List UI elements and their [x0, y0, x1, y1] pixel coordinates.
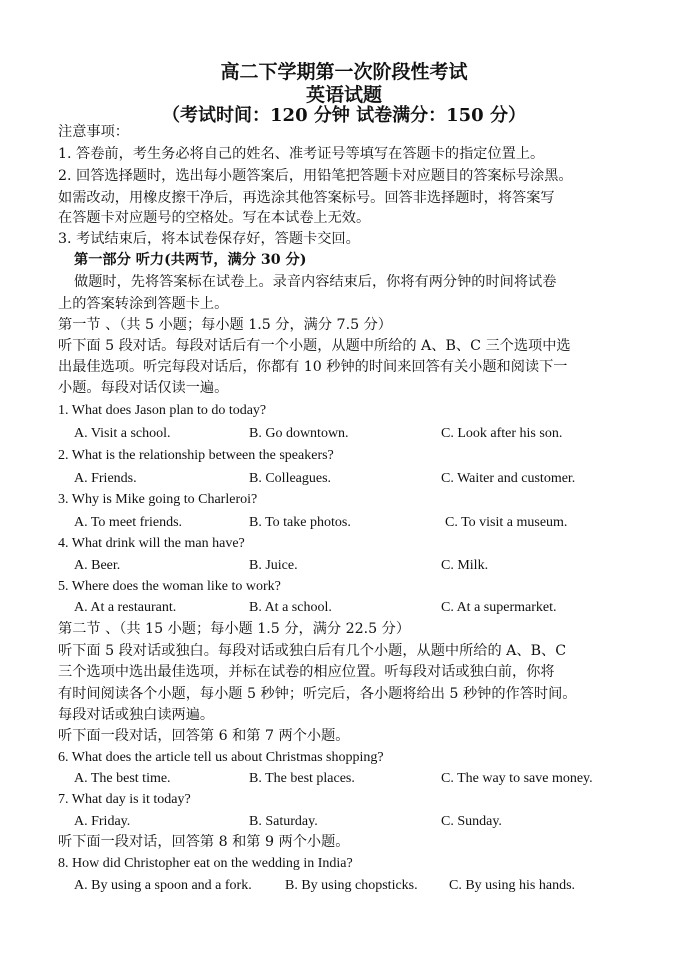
notice-line: 1. 答卷前，考生务必将自己的姓名、准考证号等填写在答题卡的指定位置上。	[58, 146, 545, 162]
option-b: B. The best places.	[249, 771, 355, 786]
option-c: C. The way to save money.	[441, 771, 593, 786]
option-a: A. By using a spoon and a fork.	[74, 878, 252, 893]
exam-title: 高二下学期第一次阶段性考试	[220, 61, 468, 83]
option-b: B. By using chopsticks.	[285, 878, 418, 893]
section2-subinstruction: 听下面一段对话，回答第 8 和第 9 两个小题。	[58, 834, 350, 850]
option-a: A. Friday.	[74, 814, 131, 829]
notice-line: 3. 考试结束后，将本试卷保存好，答题卡交回。	[58, 231, 360, 247]
option-c: C. At a supermarket.	[441, 600, 557, 615]
option-b: B. Juice.	[249, 558, 298, 573]
exam-subtitle: 英语试题	[305, 84, 382, 106]
question-stem: 7. What day is it today?	[58, 792, 191, 807]
option-a: A. The best time.	[74, 771, 171, 786]
option-b: B. At a school.	[249, 600, 332, 615]
option-b: B. Colleagues.	[249, 471, 332, 486]
section2-instruction: 听下面 5 段对话或独白。每段对话或独白后有几个小题，从题中所给的 A、B、C	[58, 643, 567, 659]
section2-subinstruction: 听下面一段对话，回答第 6 和第 7 两个小题。	[58, 728, 350, 744]
question-stem: 4. What drink will the man have?	[58, 536, 245, 551]
section2-instruction: 有时间阅读各个小题，每小题 5 秒钟；听完后，各小题将给出 5 秒钟的作答时间。	[58, 686, 577, 702]
question-stem: 1. What does Jason plan to do today?	[58, 403, 267, 418]
part1-intro: 上的答案转涂到答题卡上。	[58, 296, 229, 312]
question-stem: 6. What does the article tell us about Christmas shopping?	[58, 750, 384, 765]
option-c: C. Look after his son.	[441, 426, 563, 441]
section2-instruction: 每段对话或独白读两遍。	[58, 707, 215, 723]
question-stem: 5. Where does the woman like to work?	[58, 579, 281, 594]
option-a: A. To meet friends.	[74, 515, 183, 530]
option-a: A. Friends.	[74, 471, 137, 486]
option-c: C. To visit a museum.	[445, 515, 568, 530]
option-c: C. Waiter and customer.	[441, 471, 576, 486]
option-b: B. To take photos.	[249, 515, 351, 530]
section1-instruction: 听下面 5 段对话。每段对话后有一个小题，从题中所给的 A、B、C 三个选项中选	[58, 338, 571, 354]
section1-instruction: 出最佳选项。听完每段对话后，你都有 10 秒钟的时间来回答有关小题和阅读下一	[58, 359, 568, 375]
option-b: B. Go downtown.	[249, 426, 349, 441]
question-stem: 3. Why is Mike going to Charleroi?	[58, 492, 258, 507]
question-stem: 8. How did Christopher eat on the wedding in India?	[58, 856, 353, 871]
part1-heading: 第一部分 听力(共两节，满分 30 分)	[74, 252, 307, 268]
question-stem: 2. What is the relationship between the speakers?	[58, 448, 334, 463]
notice-line: 如需改动，用橡皮擦干净后，再选涂其他答案标号。回答非选择题时，将答案写	[58, 190, 555, 206]
option-c: C. Sunday.	[441, 814, 502, 829]
section2-instruction: 三个选项中选出最佳选项，并标在试卷的相应位置。听每段对话或独白前，你将	[58, 664, 555, 680]
option-a: A. Visit a school.	[74, 426, 171, 441]
option-a: A. Beer.	[74, 558, 121, 573]
option-b: B. Saturday.	[249, 814, 318, 829]
option-c: C. By using his hands.	[449, 878, 576, 893]
part1-intro: 做题时，先将答案标在试卷上。录音内容结束后，你将有两分钟的时间将试卷	[74, 274, 557, 290]
exam-time-info: （考试时间：120 分钟 试卷满分：150 分）	[162, 105, 526, 126]
section1-heading: 第一节 、（共 5 小题；每小题 1.5 分，满分 7.5 分）	[58, 317, 392, 333]
notice-line: 在答题卡对应题号的空格处。写在本试卷上无效。	[58, 210, 371, 226]
option-a: A. At a restaurant.	[74, 600, 177, 615]
section1-instruction: 小题。每段对话仅读一遍。	[58, 380, 229, 396]
section2-heading: 第二节 、（共 15 小题；每小题 1.5 分，满分 22.5 分）	[58, 621, 411, 637]
notice-heading: 注意事项：	[58, 124, 129, 140]
notice-line: 2. 回答选择题时，选出每小题答案后，用铅笔把答题卡对应题目的答案标号涂黑。	[58, 168, 573, 184]
option-c: C. Milk.	[441, 558, 489, 573]
